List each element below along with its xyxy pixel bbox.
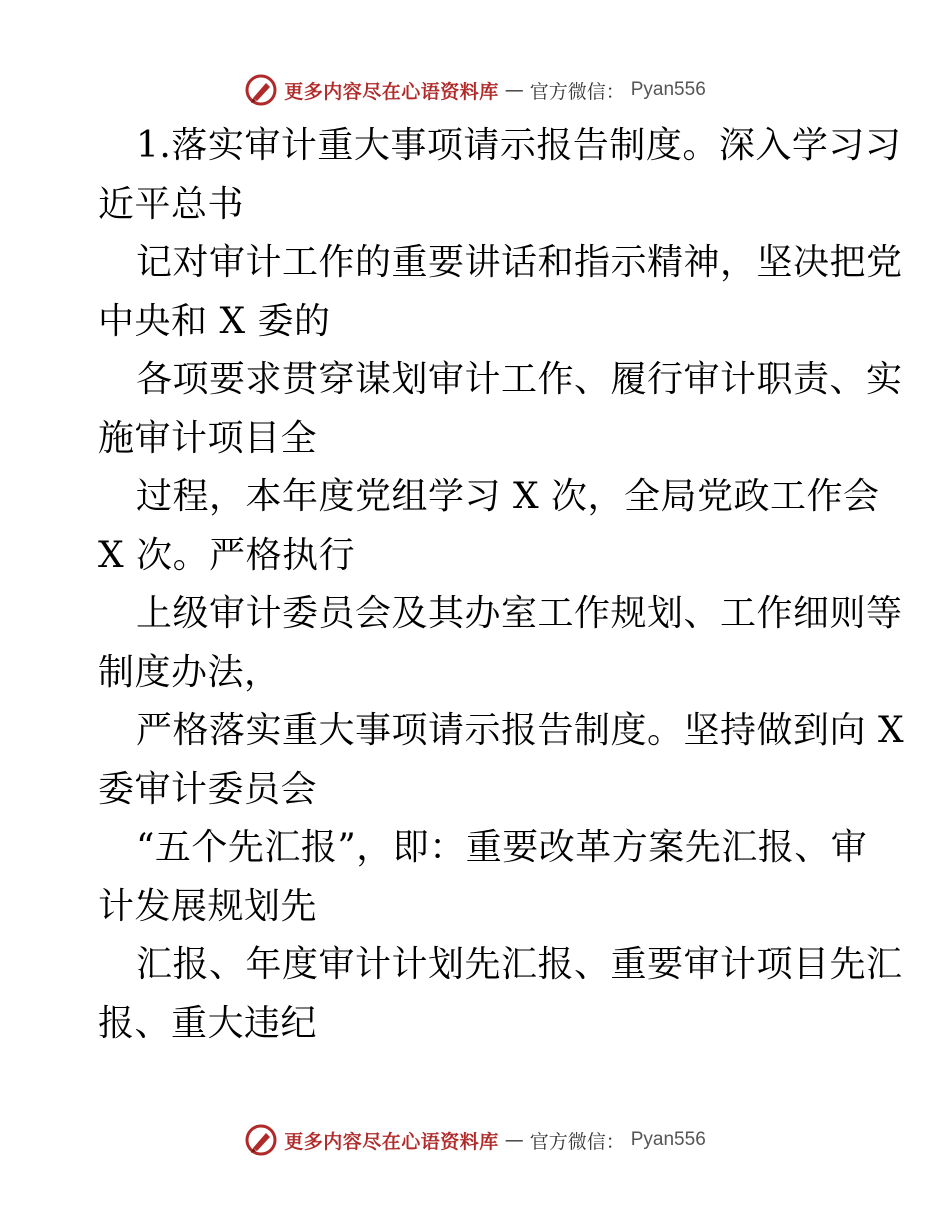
- body-line: 严格落实重大事项请示报告制度。坚持做到向 X: [136, 710, 905, 751]
- header-watermark: [0, 70, 950, 110]
- body-line: 报、重大违纪: [98, 1002, 318, 1044]
- footer-watermark: [0, 1120, 950, 1160]
- body-line: 过程，本年度党组学习 X 次，全局党政工作会: [136, 476, 880, 517]
- body-line: X 次。严格执行: [98, 534, 356, 576]
- body-line: 近平总书: [98, 183, 245, 225]
- watermark-brand-text: 更多内容尽在心语资料库: [284, 1130, 499, 1153]
- watermark-brand-text: 更多内容尽在心语资料库: [284, 80, 499, 103]
- watermark-wechat-label: 官方微信：: [529, 1130, 625, 1153]
- body-line: 施审计项目全: [98, 417, 318, 459]
- watermark-separator: —: [504, 79, 524, 101]
- body-line: 汇报、年度审计计划先汇报、重要审计项目先汇: [136, 944, 903, 985]
- body-line: 各项要求贯穿谋划审计工作、履行审计职责、实: [136, 359, 903, 400]
- watermark-wechat-id: Pyan556: [630, 1129, 706, 1150]
- body-line: 中央和 X 委的: [98, 300, 331, 342]
- body-line: “五个先汇报”，即：重要改革方案先汇报、审: [136, 827, 868, 868]
- body-line: 计发展规划先: [98, 885, 318, 927]
- body-line: 制度办法，: [98, 651, 281, 693]
- document-body: [98, 117, 905, 1053]
- pen-logo-icon: [244, 73, 278, 107]
- body-line: 委审计委员会: [98, 768, 318, 810]
- pen-logo-icon: [244, 1123, 278, 1157]
- body-line: 1.落实审计重大事项请示报告制度。深入学习习: [136, 125, 902, 166]
- body-line: 记对审计工作的重要讲话和指示精神，坚决把党: [136, 242, 903, 283]
- watermark-separator: —: [504, 1129, 524, 1151]
- watermark-wechat-label: 官方微信：: [529, 80, 625, 103]
- watermark-wechat-id: Pyan556: [630, 79, 706, 100]
- body-line: 上级审计委员会及其办室工作规划、工作细则等: [136, 593, 903, 634]
